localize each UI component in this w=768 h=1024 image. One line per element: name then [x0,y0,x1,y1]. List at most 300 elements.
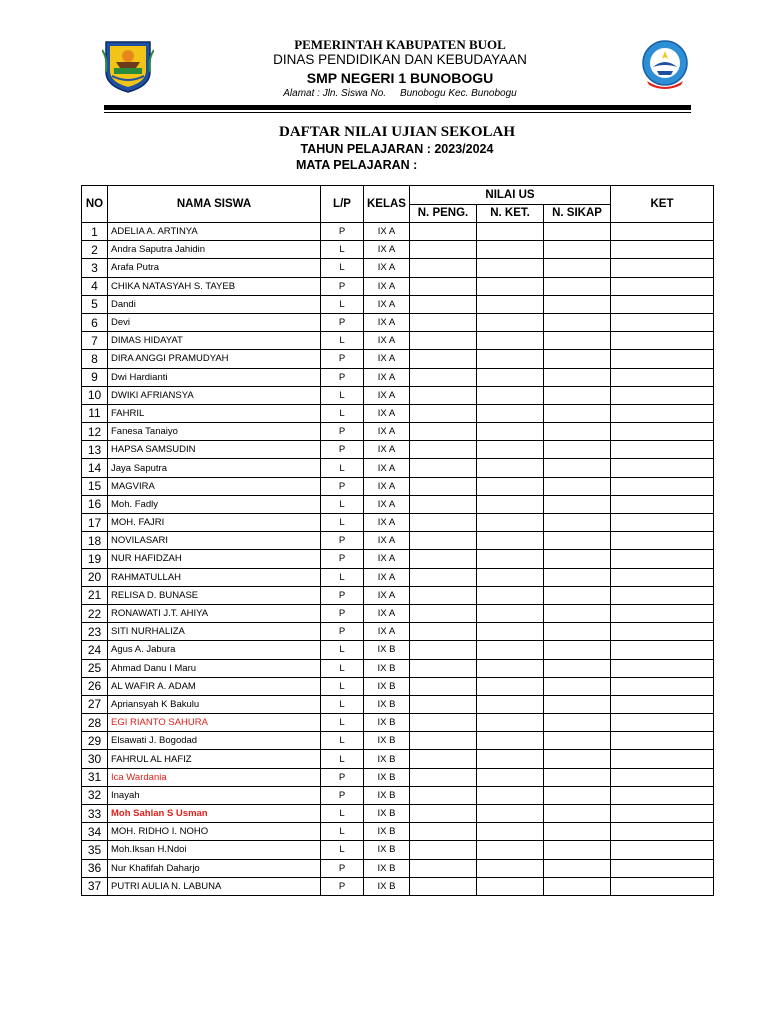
student-name: Moh.Iksan H.Ndoi [108,841,321,859]
score-keterampilan-cell[interactable] [477,659,544,677]
score-keterampilan-cell[interactable] [477,768,544,786]
row-number: 31 [82,768,108,786]
score-pengetahuan-cell[interactable] [410,350,477,368]
row-number: 13 [82,441,108,459]
student-gender: L [321,841,364,859]
score-pengetahuan-cell[interactable] [410,295,477,313]
score-keterampilan-cell[interactable] [477,786,544,804]
student-class: IX A [364,277,410,295]
student-gender: L [321,677,364,695]
remarks-cell[interactable] [611,223,714,241]
table-row [82,241,714,259]
score-keterampilan-cell[interactable] [477,877,544,895]
row-number: 6 [82,313,108,331]
score-keterampilan-cell[interactable] [477,695,544,713]
score-sikap-cell[interactable] [544,277,611,295]
score-keterampilan-cell[interactable] [477,404,544,422]
table-row [82,368,714,386]
student-class: IX B [364,786,410,804]
score-pengetahuan-cell[interactable] [410,695,477,713]
table-row [82,386,714,404]
score-keterampilan-cell[interactable] [477,514,544,532]
score-keterampilan-cell[interactable] [477,459,544,477]
academic-year: TAHUN PELAJARAN : 2023/2024 [300,142,494,156]
score-pengetahuan-cell[interactable] [410,241,477,259]
score-sikap-cell[interactable] [544,732,611,750]
score-sikap-cell[interactable] [544,532,611,550]
score-sikap-cell[interactable] [544,641,611,659]
remarks-cell[interactable] [611,750,714,768]
remarks-cell[interactable] [611,441,714,459]
table-row [82,259,714,277]
score-pengetahuan-cell[interactable] [410,732,477,750]
student-name: PUTRI AULIA N. LABUNA [108,877,321,895]
student-name: Dwi Hardianti [108,368,321,386]
score-sikap-cell[interactable] [544,477,611,495]
score-sikap-cell[interactable] [544,332,611,350]
header-divider-thin [104,112,691,113]
score-keterampilan-cell[interactable] [477,750,544,768]
score-sikap-cell[interactable] [544,404,611,422]
row-number: 27 [82,695,108,713]
row-number: 3 [82,259,108,277]
score-keterampilan-cell[interactable] [477,477,544,495]
table-row [82,768,714,786]
student-name: HAPSA SAMSUDIN [108,441,321,459]
remarks-cell[interactable] [611,386,714,404]
student-name: CHIKA NATASYAH S. TAYEB [108,277,321,295]
score-pengetahuan-cell[interactable] [410,404,477,422]
score-sikap-cell[interactable] [544,241,611,259]
remarks-cell[interactable] [611,786,714,804]
remarks-cell[interactable] [611,768,714,786]
student-name: EGI RIANTO SAHURA [108,714,321,732]
government-name: PEMERINTAH KABUPATEN BUOL [294,37,506,52]
student-gender: L [321,695,364,713]
score-keterampilan-cell[interactable] [477,805,544,823]
col-header-kelas: KELAS [364,186,410,223]
student-name: NUR HAFIDZAH [108,550,321,568]
score-pengetahuan-cell[interactable] [410,714,477,732]
table-row [82,877,714,895]
row-number: 5 [82,295,108,313]
table-row [82,295,714,313]
score-sikap-cell[interactable] [544,659,611,677]
student-gender: L [321,259,364,277]
score-sikap-cell[interactable] [544,586,611,604]
student-class: IX A [364,423,410,441]
score-pengetahuan-cell[interactable] [410,604,477,622]
table-row [82,841,714,859]
student-gender: L [321,332,364,350]
student-name: Fanesa Tanaiyo [108,423,321,441]
row-number: 24 [82,641,108,659]
score-sikap-cell[interactable] [544,223,611,241]
remarks-cell[interactable] [611,695,714,713]
score-keterampilan-cell[interactable] [477,586,544,604]
score-keterampilan-cell[interactable] [477,441,544,459]
score-sikap-cell[interactable] [544,623,611,641]
score-sikap-cell[interactable] [544,877,611,895]
remarks-cell[interactable] [611,495,714,513]
student-class: IX B [364,714,410,732]
row-number: 11 [82,404,108,422]
table-row [82,823,714,841]
student-class: IX A [364,604,410,622]
student-class: IX A [364,295,410,313]
student-name: Agus A. Jabura [108,641,321,659]
table-row [82,677,714,695]
table-row [82,805,714,823]
row-number: 22 [82,604,108,622]
score-pengetahuan-cell[interactable] [410,841,477,859]
table-row [82,423,714,441]
score-keterampilan-cell[interactable] [477,732,544,750]
row-number: 29 [82,732,108,750]
student-name: RONAWATI J.T. AHIYA [108,604,321,622]
remarks-cell[interactable] [611,732,714,750]
grades-table-body [82,223,714,896]
score-pengetahuan-cell[interactable] [410,641,477,659]
student-name: Dandi [108,295,321,313]
score-pengetahuan-cell[interactable] [410,277,477,295]
remarks-cell[interactable] [611,841,714,859]
score-sikap-cell[interactable] [544,695,611,713]
student-gender: P [321,859,364,877]
score-keterampilan-cell[interactable] [477,350,544,368]
table-row [82,350,714,368]
student-name: Arafa Putra [108,259,321,277]
student-gender: L [321,295,364,313]
score-pengetahuan-cell[interactable] [410,768,477,786]
grades-table [81,185,714,896]
table-row [82,859,714,877]
student-name: MOH. RIDHO I. NOHO [108,823,321,841]
score-keterampilan-cell[interactable] [477,677,544,695]
score-pengetahuan-cell[interactable] [410,823,477,841]
score-sikap-cell[interactable] [544,841,611,859]
remarks-cell[interactable] [611,550,714,568]
remarks-cell[interactable] [611,623,714,641]
student-class: IX B [364,732,410,750]
student-gender: L [321,659,364,677]
table-row [82,441,714,459]
student-gender: L [321,568,364,586]
score-keterampilan-cell[interactable] [477,568,544,586]
student-gender: L [321,823,364,841]
student-name: ADELIA A. ARTINYA [108,223,321,241]
remarks-cell[interactable] [611,805,714,823]
student-class: IX A [364,386,410,404]
score-keterampilan-cell[interactable] [477,259,544,277]
score-keterampilan-cell[interactable] [477,641,544,659]
score-sikap-cell[interactable] [544,423,611,441]
row-number: 25 [82,659,108,677]
row-number: 12 [82,423,108,441]
score-keterampilan-cell[interactable] [477,532,544,550]
row-number: 37 [82,877,108,895]
student-name: Nur Khafifah Daharjo [108,859,321,877]
score-sikap-cell[interactable] [544,313,611,331]
row-number: 30 [82,750,108,768]
score-pengetahuan-cell[interactable] [410,677,477,695]
student-name: Elsawati J. Bogodad [108,732,321,750]
score-sikap-cell[interactable] [544,604,611,622]
department-name: DINAS PENDIDIKAN DAN KEBUDAYAAN [273,52,527,67]
score-sikap-cell[interactable] [544,677,611,695]
remarks-cell[interactable] [611,586,714,604]
row-number: 9 [82,368,108,386]
score-pengetahuan-cell[interactable] [410,459,477,477]
row-number: 10 [82,386,108,404]
score-sikap-cell[interactable] [544,568,611,586]
school-name: SMP NEGERI 1 BUNOBOGU [306,70,494,86]
score-pengetahuan-cell[interactable] [410,750,477,768]
score-pengetahuan-cell[interactable] [410,568,477,586]
row-number: 20 [82,568,108,586]
score-sikap-cell[interactable] [544,805,611,823]
table-row [82,659,714,677]
score-sikap-cell[interactable] [544,259,611,277]
student-gender: L [321,641,364,659]
score-sikap-cell[interactable] [544,550,611,568]
student-name: NOVILASARI [108,532,321,550]
student-class: IX B [364,641,410,659]
row-number: 33 [82,805,108,823]
score-keterampilan-cell[interactable] [477,277,544,295]
row-number: 36 [82,859,108,877]
student-gender: P [321,786,364,804]
row-number: 14 [82,459,108,477]
score-sikap-cell[interactable] [544,386,611,404]
score-sikap-cell[interactable] [544,441,611,459]
score-keterampilan-cell[interactable] [477,859,544,877]
table-row [82,495,714,513]
tut-wuri-handayani-icon [641,37,689,93]
student-class: IX B [364,859,410,877]
score-sikap-cell[interactable] [544,750,611,768]
remarks-cell[interactable] [611,677,714,695]
student-gender: L [321,404,364,422]
score-keterampilan-cell[interactable] [477,841,544,859]
student-name: FAHRUL AL HAFIZ [108,750,321,768]
score-pengetahuan-cell[interactable] [410,514,477,532]
score-pengetahuan-cell[interactable] [410,223,477,241]
student-class: IX B [364,768,410,786]
row-number: 1 [82,223,108,241]
score-sikap-cell[interactable] [544,495,611,513]
col-header-n-ket: N. KET. [477,204,544,223]
remarks-cell[interactable] [611,568,714,586]
row-number: 2 [82,241,108,259]
score-pengetahuan-cell[interactable] [410,859,477,877]
row-number: 32 [82,786,108,804]
remarks-cell[interactable] [611,477,714,495]
row-number: 17 [82,514,108,532]
score-pengetahuan-cell[interactable] [410,441,477,459]
score-pengetahuan-cell[interactable] [410,805,477,823]
table-row [82,568,714,586]
score-keterampilan-cell[interactable] [477,423,544,441]
remarks-cell[interactable] [611,877,714,895]
student-gender: P [321,477,364,495]
remarks-cell[interactable] [611,332,714,350]
score-keterampilan-cell[interactable] [477,295,544,313]
score-keterampilan-cell[interactable] [477,623,544,641]
student-gender: P [321,223,364,241]
score-sikap-cell[interactable] [544,859,611,877]
remarks-cell[interactable] [611,259,714,277]
student-class: IX B [364,805,410,823]
document-title: DAFTAR NILAI UJIAN SEKOLAH [278,124,515,140]
score-sikap-cell[interactable] [544,459,611,477]
student-class: IX A [364,313,410,331]
student-class: IX A [364,532,410,550]
table-row [82,477,714,495]
remarks-cell[interactable] [611,368,714,386]
remarks-cell[interactable] [611,404,714,422]
student-name: DWIKI AFRIANSYA [108,386,321,404]
score-sikap-cell[interactable] [544,368,611,386]
remarks-cell[interactable] [611,714,714,732]
student-class: IX B [364,695,410,713]
student-class: IX A [364,459,410,477]
score-keterampilan-cell[interactable] [477,714,544,732]
student-name: RAHMATULLAH [108,568,321,586]
student-gender: P [321,277,364,295]
remarks-cell[interactable] [611,241,714,259]
student-class: IX B [364,677,410,695]
score-sikap-cell[interactable] [544,350,611,368]
remarks-cell[interactable] [611,423,714,441]
table-row [82,459,714,477]
table-row [82,714,714,732]
row-number: 7 [82,332,108,350]
table-row [82,695,714,713]
remarks-cell[interactable] [611,514,714,532]
score-pengetahuan-cell[interactable] [410,786,477,804]
score-pengetahuan-cell[interactable] [410,259,477,277]
row-number: 26 [82,677,108,695]
score-pengetahuan-cell[interactable] [410,586,477,604]
remarks-cell[interactable] [611,313,714,331]
student-gender: L [321,459,364,477]
score-keterampilan-cell[interactable] [477,495,544,513]
student-class: IX A [364,259,410,277]
remarks-cell[interactable] [611,823,714,841]
score-sikap-cell[interactable] [544,514,611,532]
col-header-ket: KET [611,186,714,223]
score-sikap-cell[interactable] [544,768,611,786]
score-keterampilan-cell[interactable] [477,223,544,241]
row-number: 34 [82,823,108,841]
table-row [82,641,714,659]
student-gender: P [321,768,364,786]
student-gender: P [321,368,364,386]
student-class: IX A [364,368,410,386]
score-keterampilan-cell[interactable] [477,332,544,350]
row-number: 4 [82,277,108,295]
row-number: 35 [82,841,108,859]
score-keterampilan-cell[interactable] [477,604,544,622]
score-keterampilan-cell[interactable] [477,368,544,386]
table-row [82,550,714,568]
score-pengetahuan-cell[interactable] [410,477,477,495]
table-row [82,750,714,768]
student-gender: L [321,495,364,513]
score-keterampilan-cell[interactable] [477,386,544,404]
table-row [82,786,714,804]
student-class: IX A [364,550,410,568]
student-gender: L [321,386,364,404]
score-sikap-cell[interactable] [544,295,611,313]
table-row [82,277,714,295]
remarks-cell[interactable] [611,859,714,877]
table-row [82,514,714,532]
score-pengetahuan-cell[interactable] [410,386,477,404]
score-pengetahuan-cell[interactable] [410,332,477,350]
student-class: IX A [364,441,410,459]
student-name: DIRA ANGGI PRAMUDYAH [108,350,321,368]
remarks-cell[interactable] [611,604,714,622]
student-gender: P [321,550,364,568]
student-name: FAHRIL [108,404,321,422]
student-class: IX B [364,841,410,859]
student-name: Jaya Saputra [108,459,321,477]
student-class: IX A [364,514,410,532]
score-keterampilan-cell[interactable] [477,823,544,841]
student-gender: P [321,586,364,604]
remarks-cell[interactable] [611,350,714,368]
score-pengetahuan-cell[interactable] [410,495,477,513]
score-pengetahuan-cell[interactable] [410,659,477,677]
remarks-cell[interactable] [611,641,714,659]
score-sikap-cell[interactable] [544,823,611,841]
score-pengetahuan-cell[interactable] [410,313,477,331]
row-number: 23 [82,623,108,641]
student-class: IX A [364,332,410,350]
score-pengetahuan-cell[interactable] [410,877,477,895]
student-class: IX A [364,404,410,422]
remarks-cell[interactable] [611,532,714,550]
row-number: 18 [82,532,108,550]
student-name: MAGVIRA [108,477,321,495]
remarks-cell[interactable] [611,459,714,477]
table-row [82,604,714,622]
student-gender: P [321,423,364,441]
score-sikap-cell[interactable] [544,786,611,804]
remarks-cell[interactable] [611,659,714,677]
table-row [82,313,714,331]
student-class: IX A [364,623,410,641]
score-pengetahuan-cell[interactable] [410,423,477,441]
student-name: DIMAS HIDAYAT [108,332,321,350]
row-number: 15 [82,477,108,495]
score-keterampilan-cell[interactable] [477,313,544,331]
score-keterampilan-cell[interactable] [477,241,544,259]
student-class: IX A [364,568,410,586]
table-row [82,332,714,350]
score-pengetahuan-cell[interactable] [410,550,477,568]
score-pengetahuan-cell[interactable] [410,368,477,386]
score-pengetahuan-cell[interactable] [410,623,477,641]
score-keterampilan-cell[interactable] [477,550,544,568]
score-pengetahuan-cell[interactable] [410,532,477,550]
remarks-cell[interactable] [611,295,714,313]
school-address: Alamat : Jln. Siswa No. Bunobogu Kec. Bunobogu [283,88,517,99]
remarks-cell[interactable] [611,277,714,295]
score-sikap-cell[interactable] [544,714,611,732]
